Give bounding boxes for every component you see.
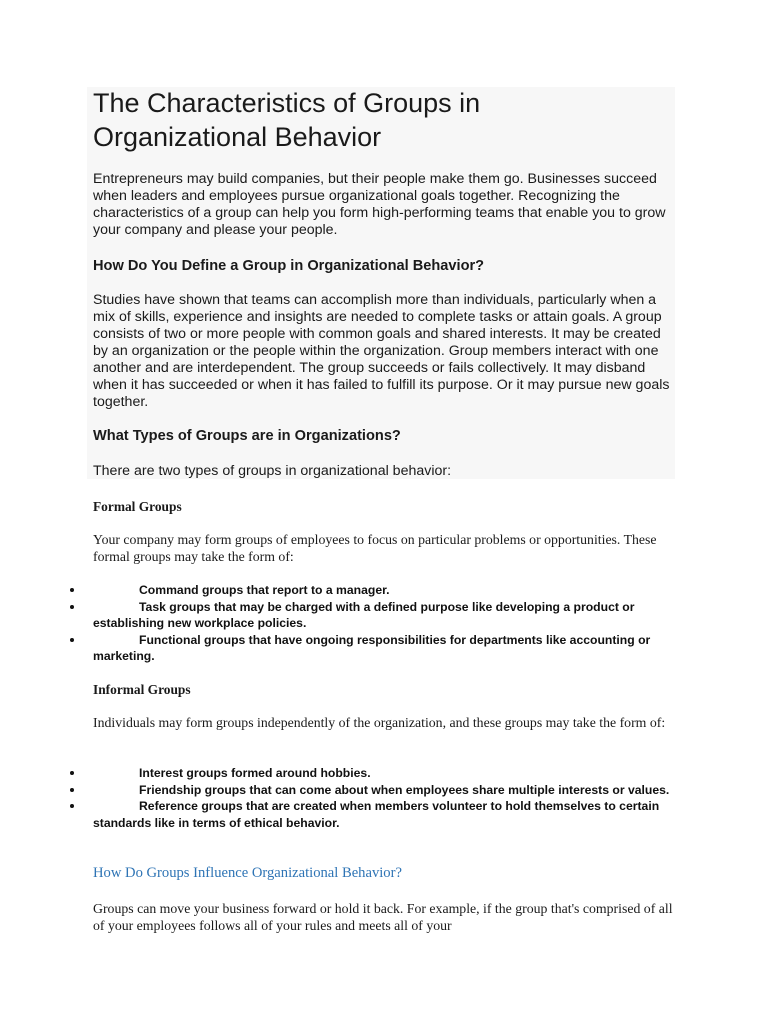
page-title: The Characteristics of Groups in Organizational Behavior: [93, 88, 481, 152]
bullet-icon: [70, 804, 74, 808]
informal-groups-paragraph: Individuals may form groups independently of the organization, and these groups may take the form of:: [93, 715, 666, 730]
define-heading: How Do You Define a Group in Organizational Behavior?: [93, 258, 485, 274]
formal-groups-list: [0, 582, 768, 665]
bullet-icon: [70, 771, 74, 775]
list-item: Reference groups that are created when members volunteer to hold themselves to certain standards like in terms of ethical behavior.: [0, 798, 768, 831]
list-item: Interest groups formed around hobbies.: [0, 765, 768, 782]
define-paragraph: Studies have shown that teams can accomplish more than individuals, particularly when a mix of skills, experience and insights are needed to complete tasks or attain goals. A group consists of two or more people with common goals and shared interests. It may be created by an organization or the people within the organization. Group members interact with one another and are interdependent. The group succeeds or fails collectively. It may disband when it has succeeded or when it has failed to fulfill its purpose. Or it may pursue new goals together.: [93, 292, 670, 410]
types-heading: What Types of Groups are in Organizations?: [93, 428, 401, 444]
bullet-icon: [70, 788, 74, 792]
bullet-icon: [70, 588, 74, 592]
informal-groups-list: [0, 765, 768, 831]
informal-groups-heading: Informal Groups: [93, 682, 191, 697]
formal-groups-heading: Formal Groups: [93, 499, 182, 514]
influence-paragraph: Groups can move your business forward or hold it back. For example, if the group that's comprised of all of your employees follows all of your rules and meets all of your: [93, 901, 673, 933]
list-item: Task groups that may be charged with a defined purpose like developing a product or establishing new workplace policies.: [0, 599, 768, 632]
formal-groups-paragraph: Your company may form groups of employees to focus on particular problems or opportunities. These formal groups may take the form of:: [93, 532, 657, 564]
intro-paragraph: Entrepreneurs may build companies, but their people make them go. Businesses succeed when leaders and employees pursue organizational goals together. Recognizing the characteristics of a group can help you form high-performing teams that enable you to grow your company and please your people.: [93, 171, 666, 238]
list-item: Friendship groups that can come about when employees share multiple interests or values.: [0, 782, 768, 799]
types-paragraph: There are two types of groups in organizational behavior:: [93, 463, 452, 479]
bullet-icon: [70, 638, 74, 642]
influence-heading: How Do Groups Influence Organizational Behavior?: [93, 865, 402, 881]
bullet-icon: [70, 605, 74, 609]
list-item: Command groups that report to a manager.: [0, 582, 768, 599]
list-item: Functional groups that have ongoing responsibilities for departments like accounting or marketing.: [0, 632, 768, 665]
